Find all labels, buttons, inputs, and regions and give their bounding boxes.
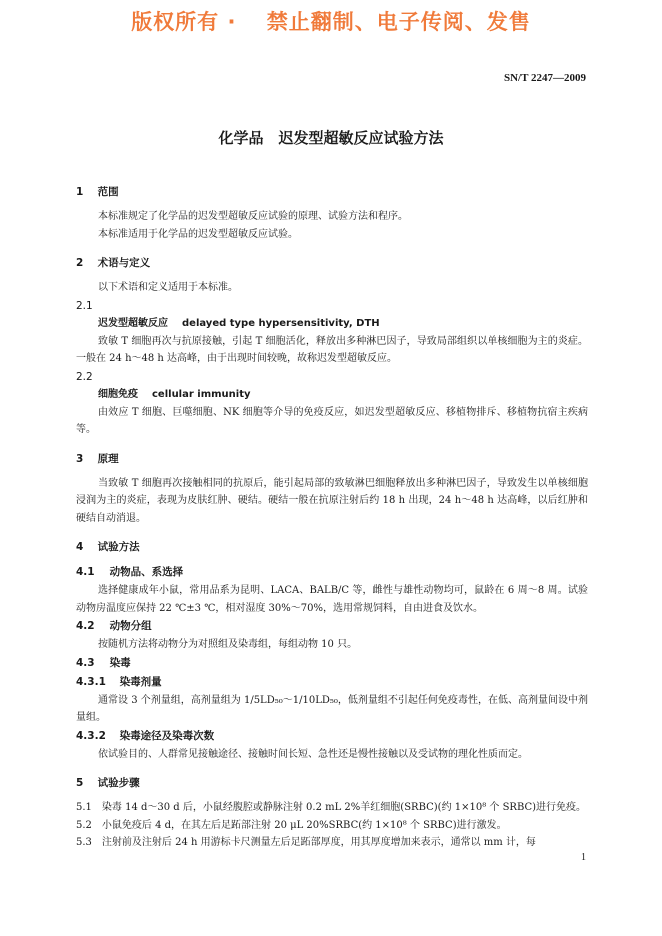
subsection-heading: [76, 654, 588, 673]
subsection-heading: [76, 673, 588, 692]
document-title: 化学品 迟发型超敏反应试验方法: [218, 129, 444, 147]
term-number: 2.2: [76, 370, 93, 383]
paragraph: 按随机方法将动物分为对照组及染毒组，每组动物 10 只。: [98, 639, 358, 650]
subsection-heading: [76, 727, 588, 746]
paragraph: 以下术语和定义适用于本标准。: [98, 282, 238, 293]
section-number: 3: [76, 452, 84, 465]
section-title: 范围: [97, 186, 119, 198]
subsection-number: 4.1: [76, 566, 95, 578]
section-number: 4: [76, 541, 84, 553]
paragraph: 依试验目的、人群常见接触途径、接触时间长短、急性还是慢性接触以及受试物的理化性质而定。: [98, 748, 528, 760]
subsection-title: 染毒: [109, 656, 131, 669]
term-english: delayed type hypersensitivity, DTH: [182, 317, 380, 329]
section-heading-1: [76, 182, 588, 202]
paragraph: 5.1 染毒 14 d～30 d 后，小鼠经腹腔或静脉注射 0.2 mL 2%羊红细胞(SRBC)(约 1×10⁸ 个 SRBC)进行免疫。: [76, 802, 587, 813]
paragraph: 本标准规定了化学品的迟发型超敏反应试验的原理、试验方法和程序。: [98, 211, 408, 222]
paragraph: 选择健康成年小鼠，常用品系为昆明、LACA、BALB/C 等，雌性与雄性动物均可，鼠龄在 6 周～8 周。试验动物房温度应保持 22 ℃±3 ℃，相对湿度 30%～70%，选用常规饲料，自由进食及饮水。: [76, 585, 588, 614]
standard-number: SN/T 2247—2009: [503, 72, 586, 84]
subsection-title: 动物品、系选择: [109, 566, 184, 578]
paragraph: 本标准适用于化学品的迟发型超敏反应试验。: [98, 228, 298, 240]
section-heading-3: [76, 449, 588, 469]
section-title: 原理: [97, 452, 119, 465]
term-number: 2.1: [76, 299, 93, 312]
term-chinese: 细胞免疫: [98, 388, 138, 400]
subsection-heading: [76, 563, 588, 582]
subsection-number: 4.3.1: [76, 675, 106, 688]
page-number: 1: [581, 852, 586, 863]
section-heading-2: [76, 253, 588, 273]
paragraph: 通常设 3 个剂量组，高剂量组为 1/5LD₅₀～1/10LD₅₀，低剂量组不引起任何免疫毒性，在低、高剂量间设中剂量组。: [76, 694, 588, 723]
subsection-number: 4.2: [76, 620, 95, 632]
section-number: 1: [76, 186, 84, 198]
section-title: 试验步骤: [97, 777, 140, 789]
subsection-number: 4.3: [76, 656, 95, 669]
subsection-heading: [76, 617, 588, 636]
term-entry: [76, 386, 588, 404]
section-number: 2: [76, 257, 84, 269]
subsection-number: 4.3.2: [76, 729, 106, 742]
copyright-banner: 版权所有 · 禁止翻制、电子传阅、发售: [131, 10, 531, 34]
section-title: 术语与定义: [97, 257, 151, 269]
term-chinese: 迟发型超敏反应: [98, 317, 168, 329]
paragraph: 5.3 注射前及注射后 24 h 用游标卡尺测量左后足跖部厚度，用其厚度增加来表示，通常以 mm 计，每: [76, 837, 536, 848]
paragraph: 当致敏 T 细胞再次接触相同的抗原后，能引起局部的致敏淋巴细胞释放出多种淋巴因子，导致发生以单核细胞浸润为主的炎症，表现为皮肤红肿、硬结。硬结一般在抗原注射后约 18 h 出现，24 h～48 h 达高峰，以后红肿和硬结自动消退。: [76, 477, 588, 524]
section-heading-5: [76, 773, 588, 793]
paragraph: 由效应 T 细胞、巨噬细胞、NK 细胞等介导的免疫反应，如迟发型超敏反应、移植物排斥、移植物抗宿主疾病等。: [76, 406, 588, 435]
document-body: [76, 178, 588, 852]
subsection-title: 动物分组: [109, 620, 152, 632]
paragraph: 5.2 小鼠免疫后 4 d，在其左后足跖部注射 20 μL 20%SRBC(约 1×10⁸ 个 SRBC)进行激发。: [76, 819, 507, 831]
term-entry: [76, 315, 588, 333]
subsection-title: 染毒剂量: [119, 675, 162, 688]
section-title: 试验方法: [97, 541, 140, 553]
section-number: 5: [76, 777, 84, 789]
term-english: cellular immunity: [152, 388, 251, 400]
paragraph: 致敏 T 细胞再次与抗原接触，引起 T 细胞活化，释放出多种淋巴因子，导致局部组织以单核细胞为主的炎症。一般在 24 h～48 h 达高峰，由于出现时间较晚，故称迟发型超敏反应。: [76, 335, 588, 364]
subsection-title: 染毒途径及染毒次数: [119, 729, 215, 742]
section-heading-4: [76, 537, 588, 557]
